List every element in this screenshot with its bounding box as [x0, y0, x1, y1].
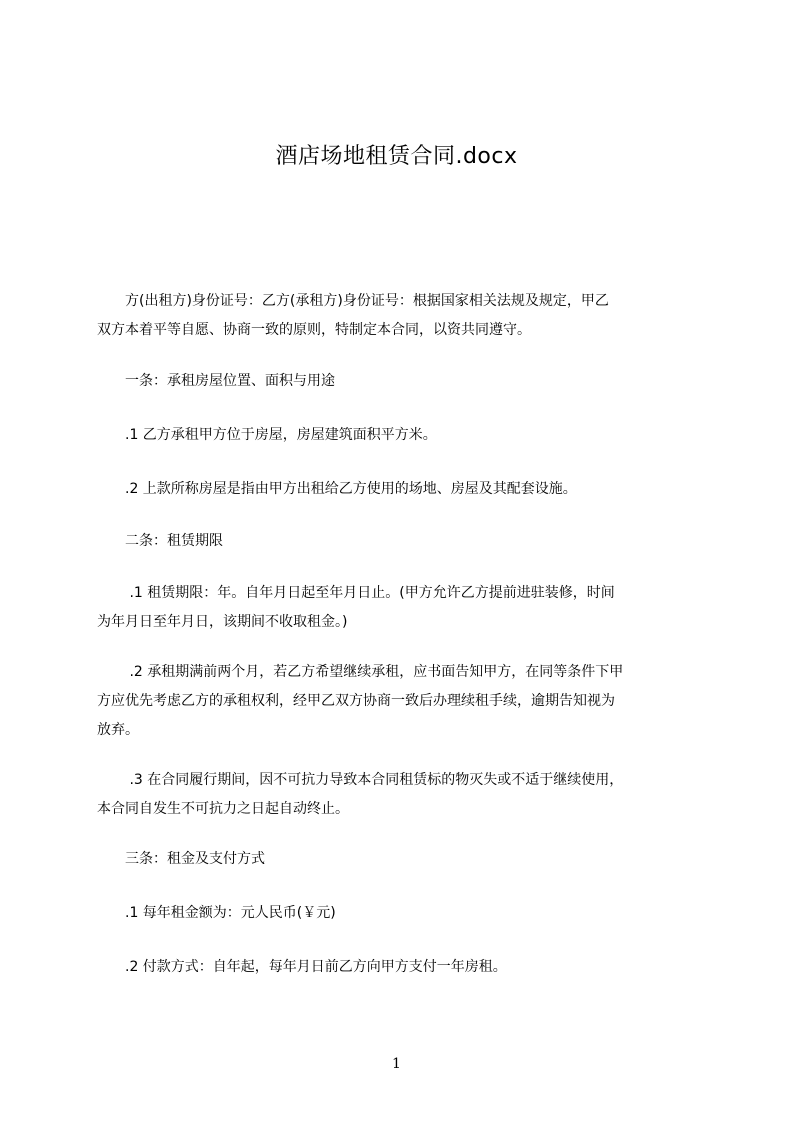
clause-2-1 — [97, 579, 707, 637]
paragraph-line: 一条：承租房屋位置、面积与用途 — [97, 373, 335, 389]
section-heading-3 — [97, 845, 707, 874]
paragraph-line: .1 乙方承租甲方位于房屋，房屋建筑面积平方米。 — [97, 427, 437, 443]
paragraph-line: 二条：租赁期限 — [97, 533, 223, 549]
paragraph-line: .1 每年租金额为：元人民币(￥元) — [97, 905, 336, 921]
paragraph-line: 方(出租方)身份证号：乙方(承租方)身份证号：根据国家相关法规及规定，甲乙 — [97, 293, 609, 309]
paragraph-preamble — [97, 287, 707, 345]
clause-2-2 — [97, 658, 707, 745]
paragraph-line: .2 承租期满前两个月，若乙方希望继续承租，应书面告知甲方，在同等条件下甲 — [97, 664, 624, 680]
clause-3-2 — [97, 953, 707, 982]
paragraph-line: 放弃。 — [97, 722, 139, 738]
page-number: 1 — [392, 1056, 401, 1072]
paragraph-line: 方应优先考虑乙方的承租权利，经甲乙双方协商一致后办理续租手续，逾期告知视为 — [97, 693, 615, 709]
section-heading-2 — [97, 527, 707, 556]
paragraph-line: .1 租赁期限：年。自年月日起至年月日止。(甲方允许乙方提前进驻装修，时间 — [97, 585, 615, 601]
paragraph-line: 双方本着平等自愿、协商一致的原则，特制定本合同，以资共同遵守。 — [97, 322, 531, 338]
paragraph-line: .3 在合同履行期间，因不可抗力导致本合同租赁标的物灭失或不适于继续使用， — [97, 772, 624, 788]
clause-1-1 — [97, 421, 707, 450]
paragraph-line: 本合同自发生不可抗力之日起自动终止。 — [97, 801, 349, 817]
paragraph-line: .2 付款方式：自年起，每年月日前乙方向甲方支付一年房租。 — [97, 959, 507, 975]
paragraph-line: .2 上款所称房屋是指由甲方出租给乙方使用的场地、房屋及其配套设施。 — [97, 481, 577, 497]
document-title: 酒店场地租赁合同.docx — [275, 144, 518, 169]
clause-2-3 — [97, 766, 707, 824]
section-heading-1 — [97, 367, 707, 396]
paragraph-line: 三条：租金及支付方式 — [97, 851, 265, 867]
paragraph-line: 为年月日至年月日，该期间不收取租金。) — [97, 614, 348, 630]
clause-3-1 — [97, 899, 707, 928]
clause-1-2 — [97, 475, 707, 504]
